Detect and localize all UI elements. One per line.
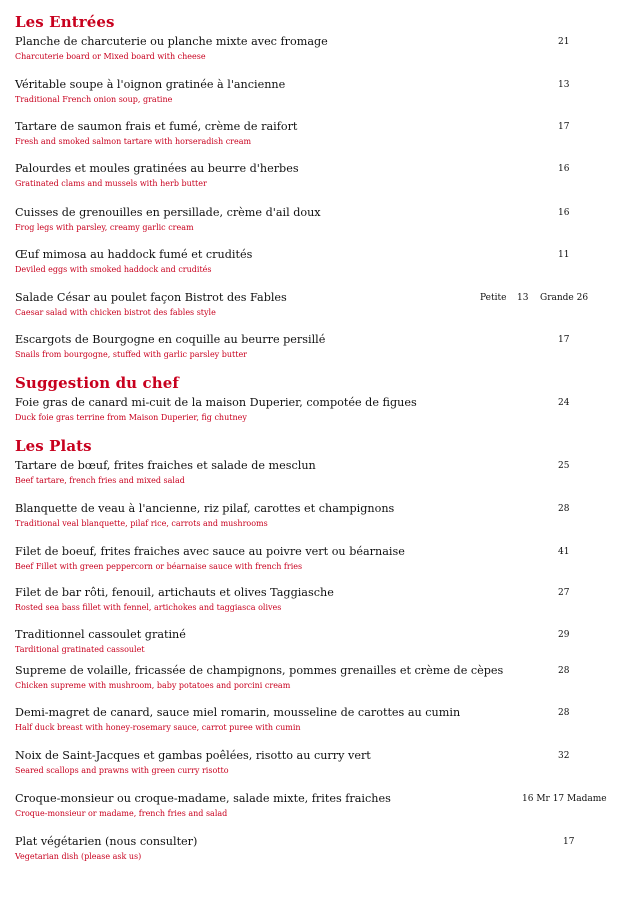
menu-item	[15, 664, 615, 691]
menu-item	[15, 749, 615, 776]
item-name-fr: Filet de bar rôti, fenouil, artichauts et olives Taggiasche	[15, 586, 334, 599]
item-name-en: Snails from bourgogne, stuffed with garlic parsley butter	[15, 350, 248, 359]
item-price: 27	[558, 588, 570, 598]
menu-item	[15, 396, 615, 423]
item-name-en: Fresh and smoked salmon tartare with horseradish cream	[15, 137, 252, 146]
menu-item	[15, 835, 615, 862]
menu-item	[15, 545, 615, 572]
item-name-en: Gratinated clams and mussels with herb butter	[15, 179, 207, 188]
section-title-plats: Les Plats	[15, 437, 92, 455]
menu-item	[15, 706, 615, 733]
menu-item	[15, 586, 615, 613]
menu-item	[15, 206, 615, 233]
item-price: 32	[558, 751, 570, 761]
item-price: 17	[558, 122, 570, 132]
item-name-en: Seared scallops and prawns with green curry risotto	[15, 766, 229, 775]
item-price: 29	[558, 630, 570, 640]
item-name-en: Rosted sea bass fillet with fennel, artichokes and taggiasca olives	[15, 603, 282, 612]
item-price: 13	[558, 80, 570, 90]
item-name-en: Chicken supreme with mushroom, baby potatoes and porcini cream	[15, 681, 291, 690]
item-name-en: Tarditional gratinated cassoulet	[15, 645, 145, 654]
item-name-en: Vegetarian dish (please ask us)	[15, 852, 142, 861]
item-price: 16	[558, 208, 570, 218]
item-price: 28	[558, 504, 570, 514]
item-name-en: Deviled eggs with smoked haddock and crudités	[15, 265, 212, 274]
item-price: 16 Mr 17 Madame	[522, 794, 607, 804]
item-name-en: Traditional French onion soup, gratine	[15, 95, 173, 104]
item-name-fr: Tartare de saumon frais et fumé, crème de raifort	[15, 120, 298, 133]
item-name-fr: Plat végétarien (nous consulter)	[15, 835, 198, 848]
item-price: 28	[558, 708, 570, 718]
item-name-fr: Œuf mimosa au haddock fumé et crudités	[15, 248, 253, 261]
item-price-petite-label: Petite	[480, 293, 507, 303]
item-name-fr: Salade César au poulet façon Bistrot des Fables	[15, 291, 287, 304]
item-price: 21	[558, 37, 570, 47]
menu-item	[15, 120, 615, 147]
item-name-fr: Demi-magret de canard, sauce miel romarin, mousseline de carottes au cumin	[15, 706, 461, 719]
item-name-fr: Noix de Saint-Jacques et gambas poêlées, risotto au curry vert	[15, 749, 371, 762]
item-price-petite: 13	[517, 293, 529, 303]
item-name-fr: Cuisses de grenouilles en persillade, crème d'ail doux	[15, 206, 321, 219]
menu-item	[15, 248, 615, 275]
item-name-en: Charcuterie board or Mixed board with cheese	[15, 52, 206, 61]
item-name-en: Traditional veal blanquette, pilaf rice, carrots and mushrooms	[15, 519, 268, 528]
item-price: 17	[558, 335, 570, 345]
item-name-fr: Blanquette de veau à l'ancienne, riz pilaf, carottes et champignons	[15, 502, 395, 515]
item-price: 17	[563, 837, 575, 847]
menu-item	[15, 628, 615, 655]
item-name-fr: Traditionnel cassoulet gratiné	[15, 628, 186, 641]
menu-item	[15, 459, 615, 486]
item-name-en: Croque-monsieur or madame, french fries and salad	[15, 809, 228, 818]
menu-item	[15, 502, 615, 529]
item-name-fr: Filet de boeuf, frites fraiches avec sauce au poivre vert ou béarnaise	[15, 545, 405, 558]
item-name-fr: Croque-monsieur ou croque-madame, salade mixte, frites fraiches	[15, 792, 391, 805]
menu-item	[15, 333, 615, 360]
item-name-fr: Escargots de Bourgogne en coquille au beurre persillé	[15, 333, 326, 346]
item-name-fr: Véritable soupe à l'oignon gratinée à l'ancienne	[15, 78, 286, 91]
menu-item	[15, 35, 615, 62]
menu-item	[15, 162, 615, 189]
item-name-en: Beef tartare, french fries and mixed salad	[15, 476, 185, 485]
section-title-suggestion: Suggestion du chef	[15, 374, 179, 392]
item-price: 41	[558, 547, 570, 557]
menu-item	[15, 78, 615, 105]
item-name-fr: Foie gras de canard mi-cuit de la maison Duperier, compotée de figues	[15, 396, 417, 409]
item-price: 28	[558, 666, 570, 676]
item-price: 24	[558, 398, 570, 408]
item-name-fr: Supreme de volaille, fricassée de champignons, pommes grenailles et crème de cèpes	[15, 664, 504, 677]
item-name-en: Frog legs with parsley, creamy garlic cream	[15, 223, 194, 232]
item-name-fr: Tartare de bœuf, frites fraiches et salade de mesclun	[15, 459, 316, 472]
item-price: 11	[558, 250, 570, 260]
item-price-grande: Grande 26	[540, 293, 589, 303]
section-title-entrees: Les Entrées	[15, 13, 115, 31]
item-name-en: Half duck breast with honey-rosemary sauce, carrot puree with cumin	[15, 723, 301, 732]
item-name-fr: Palourdes et moules gratinées au beurre d'herbes	[15, 162, 299, 175]
item-name-en: Caesar salad with chicken bistrot des fables style	[15, 308, 216, 317]
item-price: 25	[558, 461, 570, 471]
item-name-fr: Planche de charcuterie ou planche mixte avec fromage	[15, 35, 328, 48]
menu-item	[15, 291, 615, 318]
item-price: 16	[558, 164, 570, 174]
item-name-en: Beef Fillet with green peppercorn or béarnaise sauce with french fries	[15, 562, 303, 571]
menu-item	[15, 792, 615, 819]
item-name-en: Duck foie gras terrine from Maison Duperier, fig chutney	[15, 413, 247, 422]
